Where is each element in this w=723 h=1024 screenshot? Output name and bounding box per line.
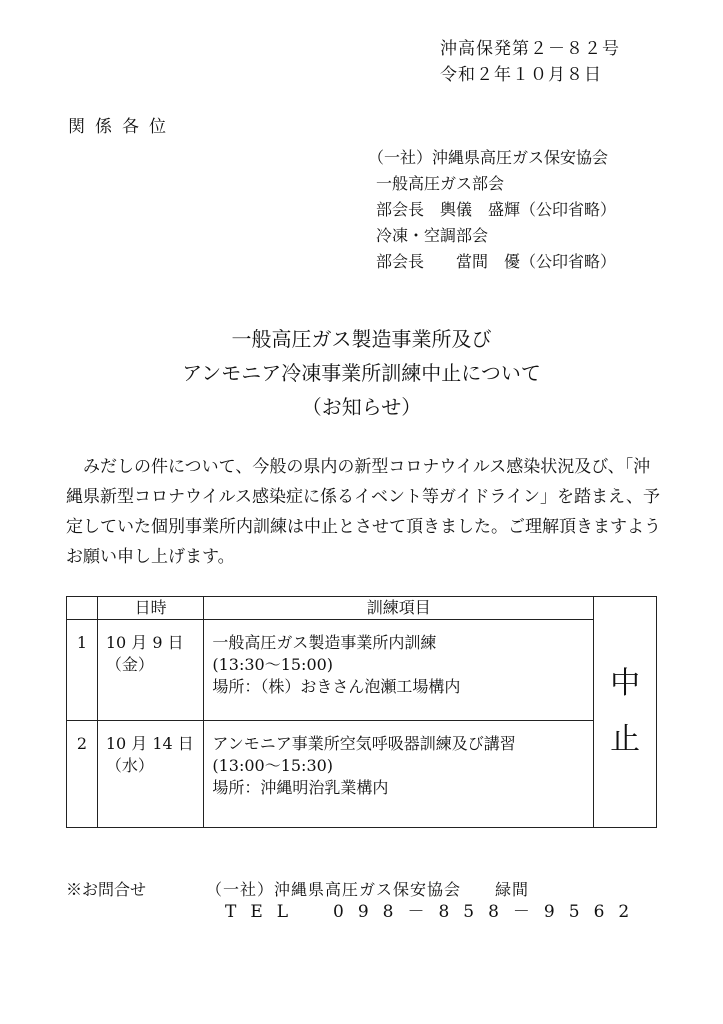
row-number: 1 [67, 620, 98, 721]
contact-label: ※お問合せ [66, 880, 147, 899]
sender-head-2: 部会長 當間 優（公印省略） [376, 252, 617, 271]
training-schedule-table [66, 596, 657, 828]
table-row [67, 620, 657, 721]
header-item: 訓練項目 [204, 597, 594, 620]
sender-dept-1: 一般高圧ガス部会 [376, 174, 505, 193]
title-line-3: （お知らせ） [301, 395, 422, 419]
contact-organization: （一社）沖縄県高圧ガス保安協会 緑間 [206, 880, 530, 899]
title-line-1: 一般高圧ガス製造事業所及び [231, 327, 492, 351]
row-date-day: 10 月 14 日 [105, 734, 194, 753]
header-number [67, 597, 98, 620]
status-cell [594, 597, 657, 828]
row-number: 2 [67, 721, 98, 828]
sender-org: （一社）沖縄県高圧ガス保安協会 [368, 148, 609, 167]
row-item [204, 721, 594, 828]
table-row [67, 721, 657, 828]
recipient: 関係各位 [68, 117, 176, 137]
document-number: 沖高保発第２－８２号 [440, 39, 620, 59]
row-item-title: 一般高圧ガス製造事業所内訓練 [212, 633, 437, 652]
row-date-day: 10 月 9 日 [105, 633, 184, 652]
row-item-time: (13:00～15:30) [212, 756, 334, 775]
table-header-row [67, 597, 657, 620]
row-date-weekday: （水） [105, 756, 154, 775]
header-date: 日時 [97, 597, 204, 620]
sender-dept-2: 冷凍・空調部会 [376, 226, 489, 245]
row-item-place: 場所：沖縄明治乳業構内 [212, 778, 389, 797]
row-item-title: アンモニア事業所空気呼吸器訓練及び講習 [212, 734, 516, 753]
row-date [97, 721, 204, 828]
row-date-weekday: （金） [105, 655, 154, 674]
body-text [66, 452, 666, 572]
title-line-2: アンモニア冷凍事業所訓練中止について [182, 361, 541, 385]
document-date: 令和２年１０月８日 [440, 65, 602, 85]
sender-head-1: 部会長 輿儀 盛輝（公印省略） [376, 200, 617, 219]
row-date [97, 620, 204, 721]
row-item-place: 場所：（株）おきさん泡瀬工場構内 [212, 677, 461, 696]
row-item [204, 620, 594, 721]
contact-telephone: TEL 098－858－9562 [225, 902, 644, 922]
sender-block [368, 145, 616, 275]
status-text: 中 止 [610, 666, 641, 757]
row-item-time: (13:30～15:00) [212, 655, 334, 674]
body-paragraph: みだしの件について、今般の県内の新型コロナウイルス感染状況及び、「沖縄県新型コロナウイルス感染症に係るイベント等ガイドライン」を踏まえ、予定していた個別事業所内訓練は中止とさせて頂きました。ご理解頂きますようお願い申し上げます。 [66, 457, 661, 567]
document-title [0, 322, 723, 424]
